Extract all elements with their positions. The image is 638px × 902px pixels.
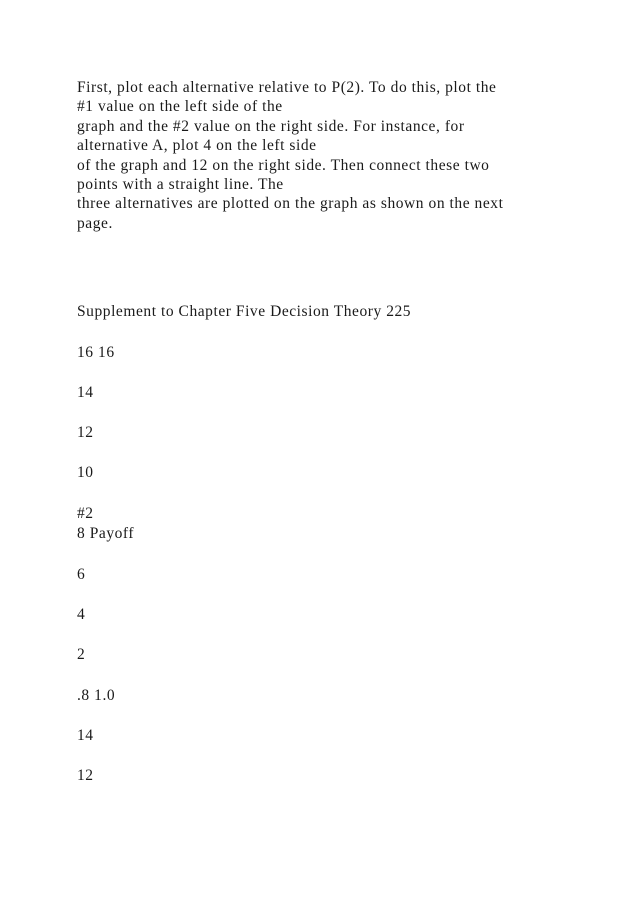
paragraph-line: graph and the #2 value on the right side. For instance, for [77,117,465,135]
axis-fragment: #2 [77,505,94,522]
axis-fragment: 12 [77,424,94,441]
running-header: Supplement to Chapter Five Decision Theory 225 [77,303,412,320]
axis-fragment: 12 [77,767,94,784]
axis-fragment: 8 Payoff [77,525,135,542]
axis-fragment: 6 [77,566,86,583]
paragraph-line: alternative A, plot 4 on the left side [77,137,317,155]
axis-fragment: 16 16 [77,344,115,361]
paragraph-line: points with a straight line. The [77,176,284,194]
paragraph-line: page. [77,214,113,232]
paragraph-line: #1 value on the left side of the [77,98,283,116]
axis-fragment: 4 [77,606,86,623]
paragraph-line: of the graph and 12 on the right side. Then connect these two [77,156,490,174]
paragraph-line: three alternatives are plotted on the graph as shown on the next [77,195,504,213]
axis-fragment: 10 [77,464,94,481]
body-paragraph [77,78,577,233]
axis-fragment: 14 [77,727,94,744]
paragraph-line: First, plot each alternative relative to P(2). To do this, plot the [77,79,497,96]
axis-fragment: 2 [77,646,86,663]
axis-fragment: 14 [77,384,94,401]
axis-fragment: .8 1.0 [77,687,116,704]
